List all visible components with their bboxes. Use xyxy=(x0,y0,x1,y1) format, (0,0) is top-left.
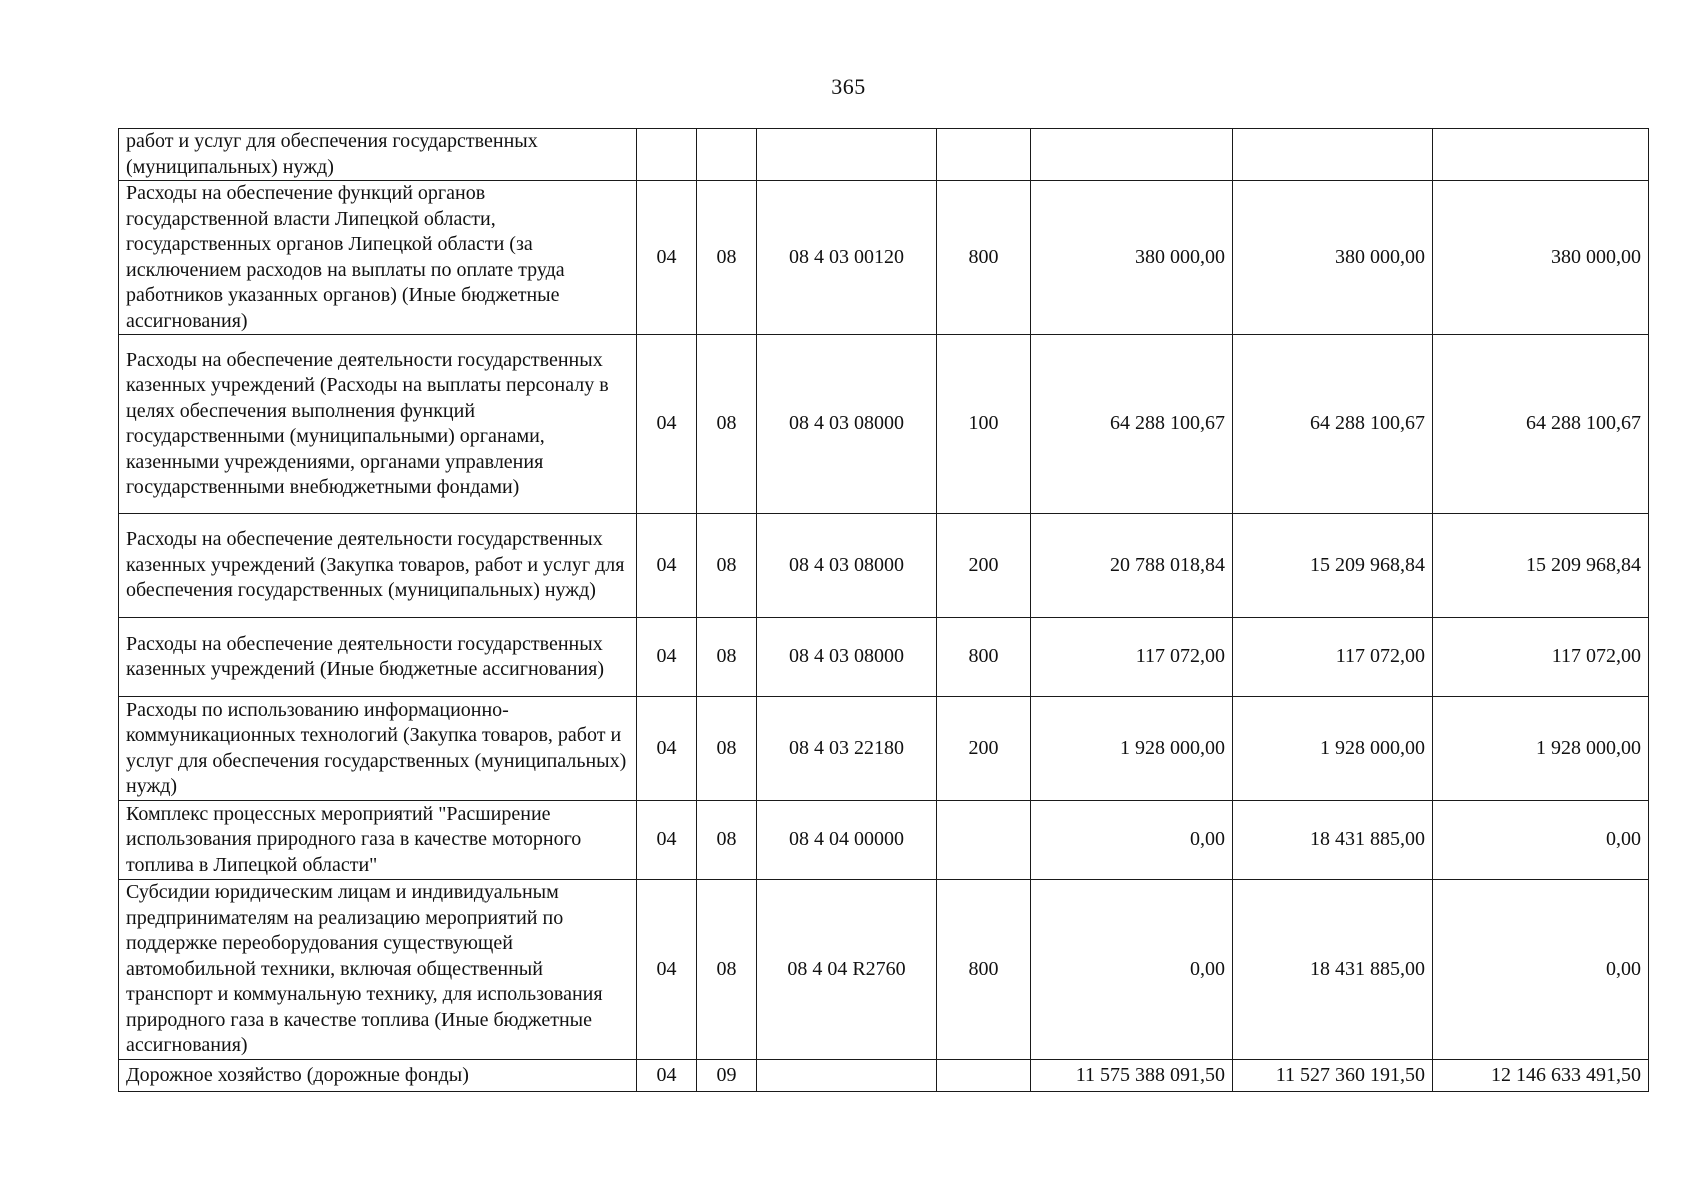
amount-1: 0,00 xyxy=(1031,880,1233,1060)
expense-type-code: 200 xyxy=(937,514,1031,618)
row-description: Расходы на обеспечение функций органов государственной власти Липецкой области, государственных органов Липецкой области (за исключением расходов на выплаты по оплате труда работников указанных органов) (Иные бюджетные ассигнования) xyxy=(119,181,637,335)
expense-type-code xyxy=(937,129,1031,181)
amount-1: 20 788 018,84 xyxy=(1031,514,1233,618)
amount-3: 0,00 xyxy=(1433,801,1649,880)
subsection-code: 08 xyxy=(697,335,757,514)
amount-2: 64 288 100,67 xyxy=(1233,335,1433,514)
subsection-code: 08 xyxy=(697,697,757,801)
expense-type-code: 800 xyxy=(937,181,1031,335)
section-code: 04 xyxy=(637,514,697,618)
amount-1: 380 000,00 xyxy=(1031,181,1233,335)
amount-2: 11 527 360 191,50 xyxy=(1233,1060,1433,1092)
target-article-code xyxy=(757,1060,937,1092)
table-row xyxy=(119,697,1649,801)
section-code: 04 xyxy=(637,801,697,880)
amount-2: 18 431 885,00 xyxy=(1233,801,1433,880)
subsection-code: 08 xyxy=(697,181,757,335)
amount-2 xyxy=(1233,129,1433,181)
section-code: 04 xyxy=(637,1060,697,1092)
amount-1: 64 288 100,67 xyxy=(1031,335,1233,514)
expense-type-code: 800 xyxy=(937,880,1031,1060)
amount-3: 12 146 633 491,50 xyxy=(1433,1060,1649,1092)
target-article-code: 08 4 03 08000 xyxy=(757,514,937,618)
budget-table xyxy=(118,128,1649,1092)
row-description: работ и услуг для обеспечения государственных (муниципальных) нужд) xyxy=(119,129,637,181)
table-row xyxy=(119,335,1649,514)
subsection-code xyxy=(697,129,757,181)
target-article-code: 08 4 04 R2760 xyxy=(757,880,937,1060)
amount-3 xyxy=(1433,129,1649,181)
table-row xyxy=(119,181,1649,335)
row-description: Расходы на обеспечение деятельности государственных казенных учреждений (Расходы на выплаты персоналу в целях обеспечения выполнения функций государственными (муниципальными) органами, казенными учреждениями, органами управления государственными внебюджетными фондами) xyxy=(119,335,637,514)
row-description: Субсидии юридическим лицам и индивидуальным предпринимателям на реализацию мероприятий по поддержке переоборудования существующей автомобильной техники, включая общественный транспорт и коммунальную технику, для использования природного газа в качестве топлива (Иные бюджетные ассигнования) xyxy=(119,880,637,1060)
amount-1: 1 928 000,00 xyxy=(1031,697,1233,801)
section-code: 04 xyxy=(637,181,697,335)
section-code: 04 xyxy=(637,880,697,1060)
amount-1: 117 072,00 xyxy=(1031,618,1233,697)
row-description: Расходы на обеспечение деятельности государственных казенных учреждений (Закупка товаров, работ и услуг для обеспечения государственных (муниципальных) нужд) xyxy=(119,514,637,618)
expense-type-code xyxy=(937,801,1031,880)
table-row xyxy=(119,618,1649,697)
target-article-code: 08 4 04 00000 xyxy=(757,801,937,880)
amount-3: 117 072,00 xyxy=(1433,618,1649,697)
amount-2: 380 000,00 xyxy=(1233,181,1433,335)
table-row xyxy=(119,880,1649,1060)
expense-type-code: 800 xyxy=(937,618,1031,697)
table-row xyxy=(119,1060,1649,1092)
expense-type-code: 200 xyxy=(937,697,1031,801)
row-description: Расходы по использованию информационно-коммуникационных технологий (Закупка товаров, работ и услуг для обеспечения государственных (муниципальных) нужд) xyxy=(119,697,637,801)
target-article-code: 08 4 03 00120 xyxy=(757,181,937,335)
target-article-code: 08 4 03 08000 xyxy=(757,335,937,514)
section-code xyxy=(637,129,697,181)
expense-type-code xyxy=(937,1060,1031,1092)
amount-2: 1 928 000,00 xyxy=(1233,697,1433,801)
section-code: 04 xyxy=(637,697,697,801)
amount-1: 0,00 xyxy=(1031,801,1233,880)
amount-3: 380 000,00 xyxy=(1433,181,1649,335)
table-row xyxy=(119,514,1649,618)
subsection-code: 09 xyxy=(697,1060,757,1092)
amount-3: 15 209 968,84 xyxy=(1433,514,1649,618)
amount-1 xyxy=(1031,129,1233,181)
subsection-code: 08 xyxy=(697,801,757,880)
amount-1: 11 575 388 091,50 xyxy=(1031,1060,1233,1092)
amount-3: 1 928 000,00 xyxy=(1433,697,1649,801)
target-article-code: 08 4 03 22180 xyxy=(757,697,937,801)
subsection-code: 08 xyxy=(697,514,757,618)
amount-2: 15 209 968,84 xyxy=(1233,514,1433,618)
amount-3: 0,00 xyxy=(1433,880,1649,1060)
section-code: 04 xyxy=(637,335,697,514)
amount-2: 117 072,00 xyxy=(1233,618,1433,697)
page-number: 365 xyxy=(831,74,866,99)
row-description: Расходы на обеспечение деятельности государственных казенных учреждений (Иные бюджетные ассигнования) xyxy=(119,618,637,697)
table-row xyxy=(119,801,1649,880)
target-article-code xyxy=(757,129,937,181)
amount-2: 18 431 885,00 xyxy=(1233,880,1433,1060)
expense-type-code: 100 xyxy=(937,335,1031,514)
section-code: 04 xyxy=(637,618,697,697)
subsection-code: 08 xyxy=(697,880,757,1060)
table-row xyxy=(119,129,1649,181)
row-description: Дорожное хозяйство (дорожные фонды) xyxy=(119,1060,637,1092)
target-article-code: 08 4 03 08000 xyxy=(757,618,937,697)
amount-3: 64 288 100,67 xyxy=(1433,335,1649,514)
row-description: Комплекс процессных мероприятий "Расширение использования природного газа в качестве моторного топлива в Липецкой области" xyxy=(119,801,637,880)
subsection-code: 08 xyxy=(697,618,757,697)
